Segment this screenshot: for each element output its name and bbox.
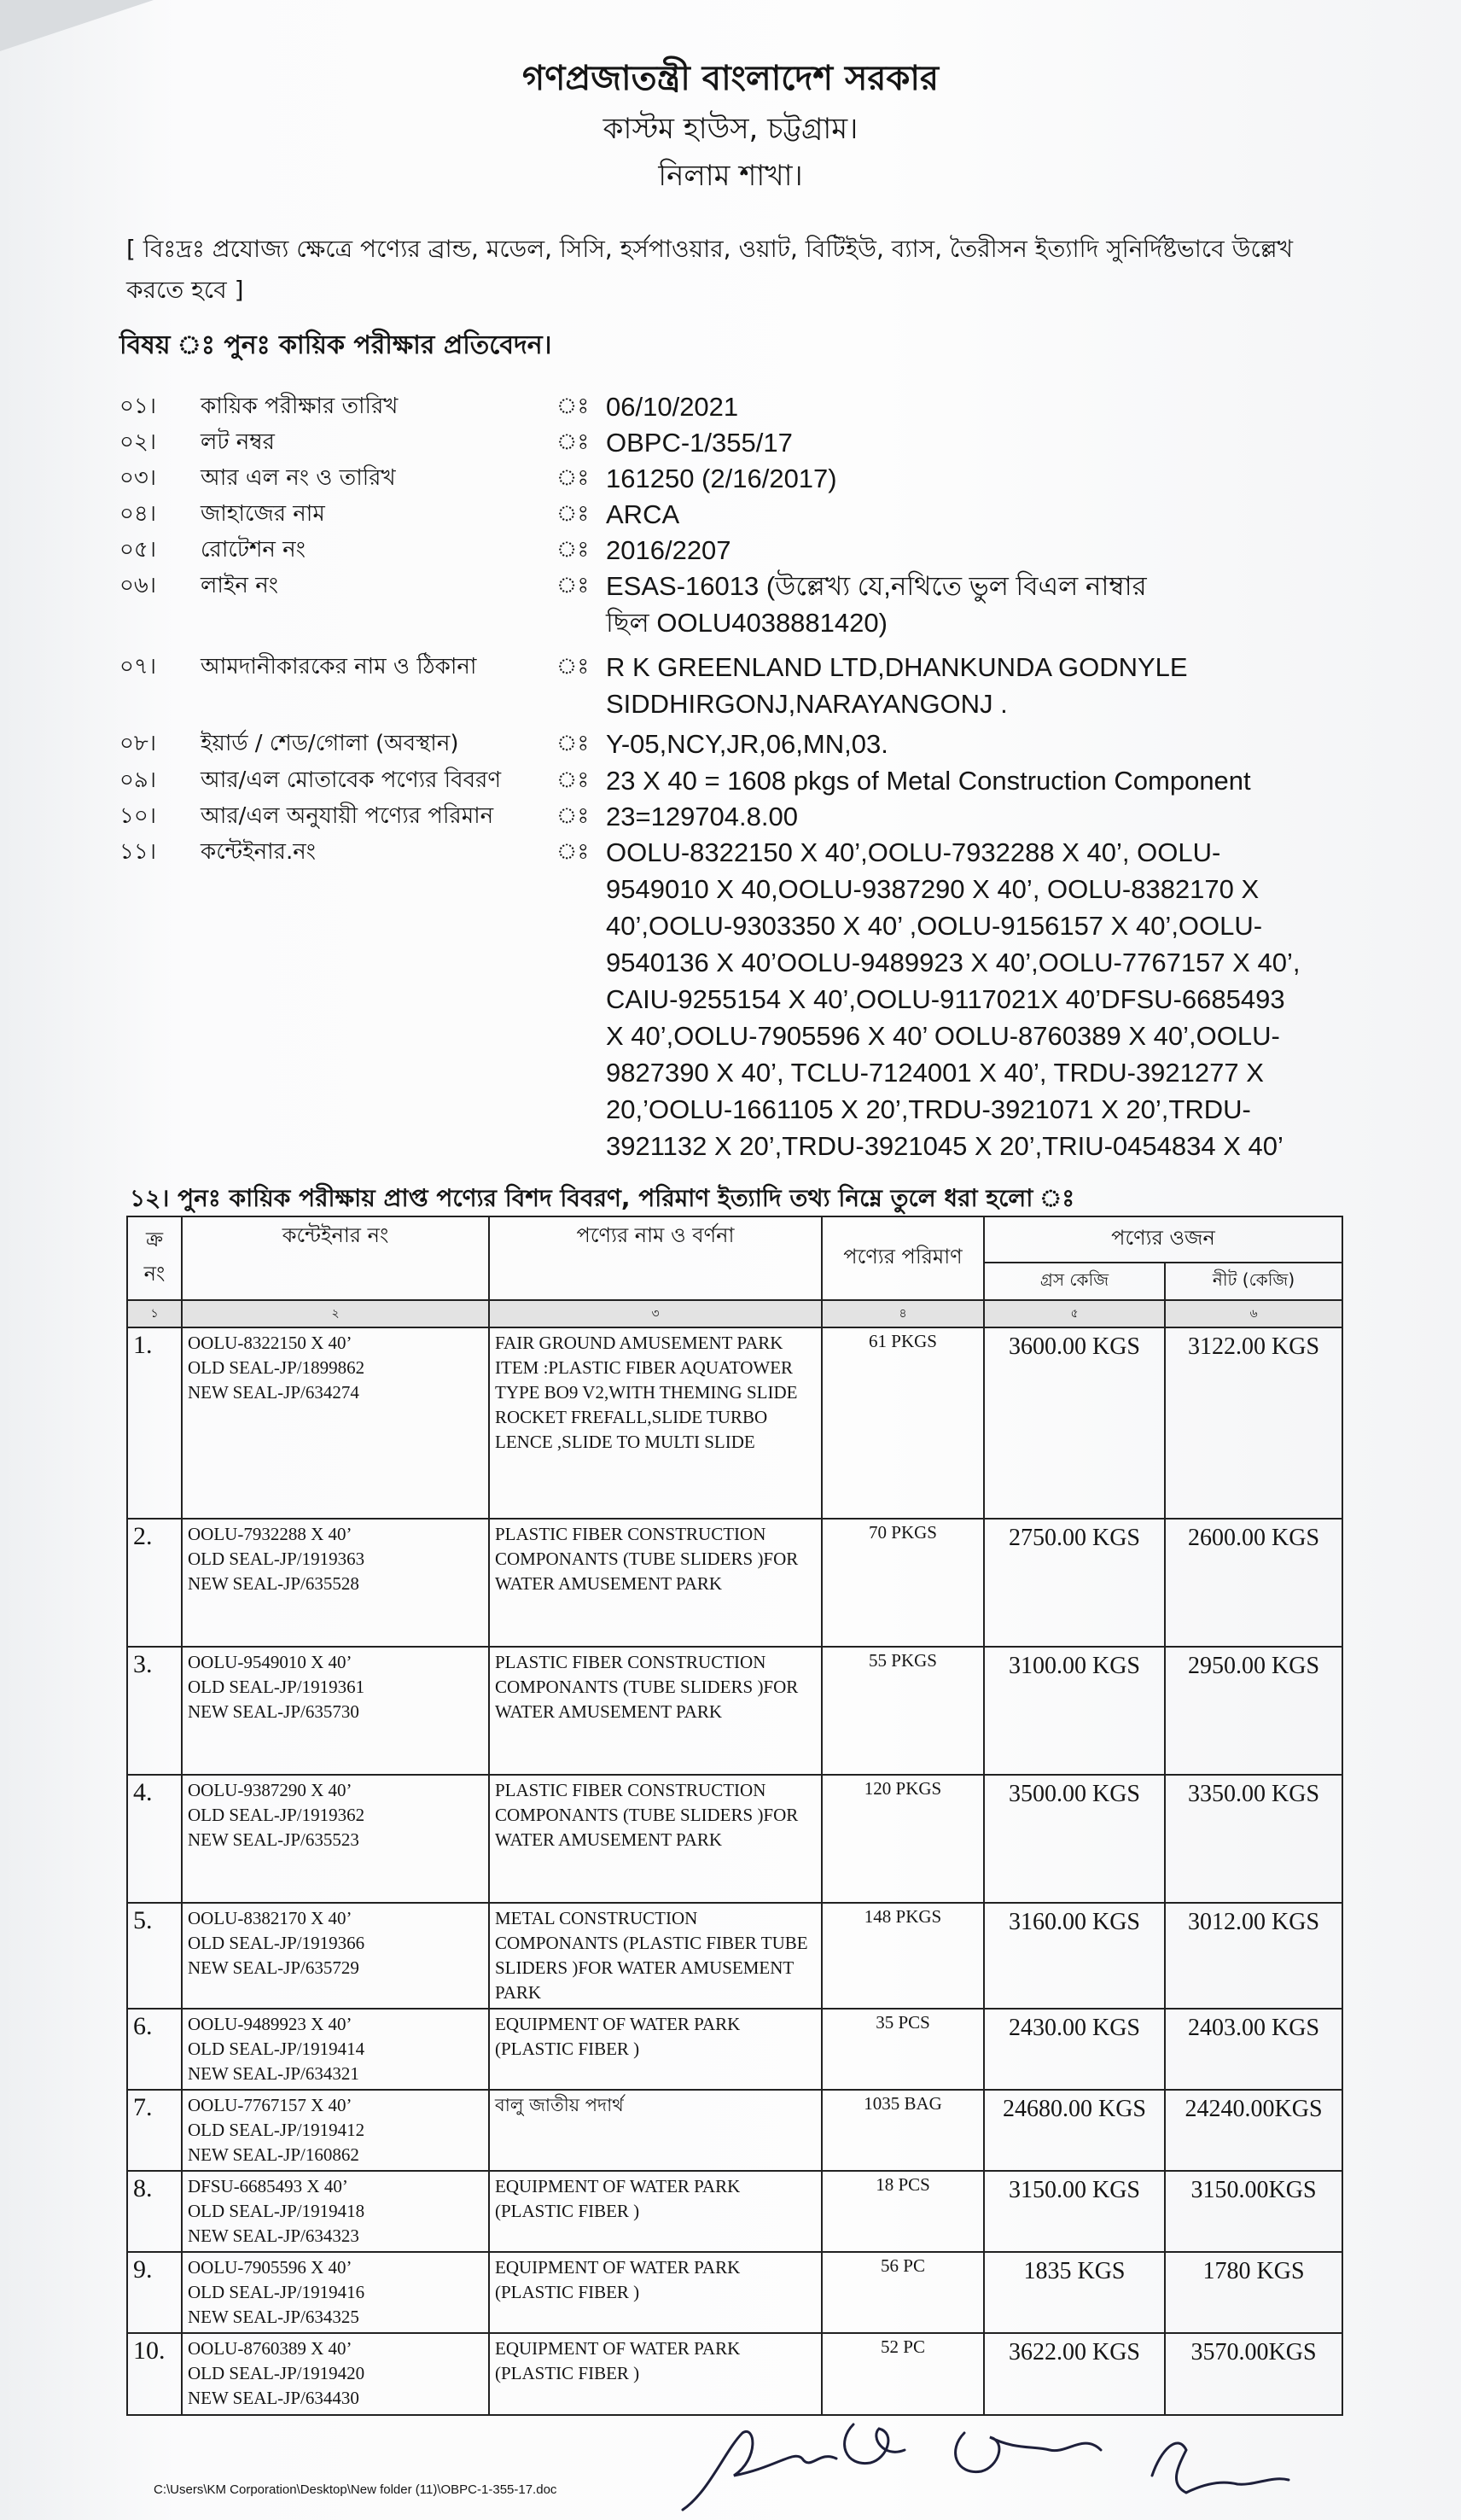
row-sl: 8. [127,2171,182,2252]
row-description: EQUIPMENT OF WATER PARK (PLASTIC FIBER ) [489,2009,822,2090]
table-header-row [127,1216,1342,1263]
info-label: আর এল নং ও তারিখ [201,465,396,491]
report-subject: বিষয় ঃ পুনঃ কায়িক পরীক্ষার প্রতিবেদন। [119,330,552,360]
row-gross: 3500.00 KGS [984,1775,1165,1903]
row-net: 1780 KGS [1165,2252,1342,2333]
section-name: নিলাম শাখা। [658,159,803,193]
info-value: ESAS-16013 (উল্লেখ্য যে,নথিতে ভুল বিএল নাম্বার ছিল OOLU4038881420) [606,571,1147,638]
header-quantity: পণ্যের পরিমাণ [822,1216,984,1300]
row-sl: 1. [127,1327,182,1519]
row-gross: 3150.00 KGS [984,2171,1165,2252]
table-row [127,1647,1342,1775]
info-number: ০৭। [119,654,157,680]
row-quantity: 1035 BAG [822,2090,984,2171]
row-quantity: 52 PC [822,2333,984,2415]
row-container [182,1903,489,2009]
row-net: 3150.00KGS [1165,2171,1342,2252]
row-net: 24240.00KGS [1165,2090,1342,2171]
office-name: কাস্টম হাউস, চট্টগ্রাম। [602,112,859,146]
container-number: OOLU-9387290 X 40’ [188,1780,352,1800]
signature-3 [956,2433,1101,2472]
info-colon: ঃ [556,654,590,680]
row-gross: 24680.00 KGS [984,2090,1165,2171]
container-number: OOLU-8382170 X 40’ [188,1908,352,1928]
row-description: PLASTIC FIBER CONSTRUCTION COMPONANTS (TUBE SLIDERS )FOR WATER AMUSEMENT PARK [489,1647,822,1775]
header-sl: ক্র নং [127,1216,182,1300]
index-cell: ১ [127,1300,182,1327]
header-net: নীট (কেজি) [1165,1263,1342,1300]
row-container [182,2171,489,2252]
old-seal: OLD SEAL-JP/1919362 [188,1805,365,1825]
info-value: OOLU-8322150 X 40’,OOLU-7932288 X 40’, OOLU-9549010 X 40,OOLU-9387290 X 40’, OOLU-8382170 X 40’,OOLU-9303350 X 40’ ,OOLU-9156157 X 40’,OOLU-9540136 X 40’OOLU-9489923 X 40’,OOLU-7767157 X 40’, CAIU-9255154 X 40’,OOLU-9117021X 40’DFSU-6685493 X 40’,OOLU-7905596 X 40’ OOLU-8760389 X 40’,OOLU-9827390 X 40’, TCLU-7124001 X 40’, TRDU-3921277 X 20,’OOLU-1661105 X 20’,TRDU-3921071 X 20’,TRDU-3921132 X 20’,TRDU-3921045 X 20’,TRIU-0454834 X 40’ [606,837,1301,1161]
container-number: OOLU-8760389 X 40’ [188,2338,352,2359]
info-colon: ঃ [556,731,590,756]
new-seal: NEW SEAL-JP/634274 [188,1382,359,1403]
new-seal: NEW SEAL-JP/634430 [188,2388,359,2408]
info-number: ০৫। [119,537,157,563]
info-colon: ঃ [556,394,590,419]
row-container [182,1327,489,1519]
row-quantity: 148 PKGS [822,1903,984,2009]
row-description: বালু জাতীয় পদার্থ [489,2090,822,2171]
row-gross: 3160.00 KGS [984,1903,1165,2009]
new-seal: NEW SEAL-JP/635528 [188,1573,359,1594]
row-quantity: 35 PCS [822,2009,984,2090]
info-label: জাহাজের নাম [201,501,325,527]
row-description: EQUIPMENT OF WATER PARK (PLASTIC FIBER ) [489,2171,822,2252]
info-value: Y-05,NCY,JR,06,MN,03. [606,729,888,759]
info-colon: ঃ [556,537,590,563]
old-seal: OLD SEAL-JP/1919416 [188,2282,365,2302]
container-number: DFSU-6685493 X 40’ [188,2176,348,2196]
row-sl: 6. [127,2009,182,2090]
row-gross: 1835 KGS [984,2252,1165,2333]
row-description: EQUIPMENT OF WATER PARK (PLASTIC FIBER ) [489,2252,822,2333]
container-number: OOLU-7932288 X 40’ [188,1524,352,1544]
old-seal: OLD SEAL-JP/1919361 [188,1677,365,1697]
new-seal: NEW SEAL-JP/634325 [188,2307,359,2327]
info-colon: ঃ [556,465,590,491]
table-row [127,1903,1342,2009]
row-sl: 10. [127,2333,182,2415]
new-seal: NEW SEAL-JP/635729 [188,1957,359,1978]
signature-2 [845,2424,905,2464]
info-label: ইয়ার্ড / শেড/গোলা (অবস্থান) [201,731,459,756]
new-seal: NEW SEAL-JP/634321 [188,2063,359,2084]
instruction-note: [ বিঃদ্রঃ প্রযোজ্য ক্ষেত্রে পণ্যের ব্রান্ড, মডেল, সিসি, হর্সপাওয়ার, ওয়াট, বিটিইউ, ব্যাস, তৈরীসন ইত্যাদি সুনির্দিষ্টভাবে উল্লেখ করতে হবে ] [126,235,1293,304]
table-row [127,1775,1342,1903]
row-gross: 3100.00 KGS [984,1647,1165,1775]
row-gross: 3600.00 KGS [984,1327,1165,1519]
row-description: FAIR GROUND AMUSEMENT PARK ITEM :PLASTIC FIBER AQUATOWER TYPE BO9 V2,WITH THEMING SLIDE ROCKET FREFALL,SLIDE TURBO LENCE ,SLIDE TO MULTI SLIDE [489,1327,822,1519]
info-colon: ঃ [556,501,590,527]
signature-4 [1152,2443,1289,2493]
row-sl: 7. [127,2090,182,2171]
new-seal: NEW SEAL-JP/634323 [188,2225,359,2246]
info-value: ARCA [606,499,680,529]
info-number: ০৩। [119,465,157,491]
info-number: ০৮। [119,731,157,756]
info-number: ০৯। [119,767,157,793]
row-container [182,2090,489,2171]
info-number: ০৪। [119,501,157,527]
container-number: OOLU-9549010 X 40’ [188,1652,352,1672]
info-label: কন্টেইনার.নং [201,839,316,865]
file-path-footer: C:\Users\KM Corporation\Desktop\New folder (11)\OBPC-1-355-17.doc [154,2482,557,2497]
info-number: ০১। [119,394,157,419]
row-sl: 5. [127,1903,182,2009]
info-number: ১১। [119,839,157,865]
row-net: 3012.00 KGS [1165,1903,1342,2009]
info-value: 23 X 40 = 1608 pkgs of Metal Construction Component [606,766,1251,796]
info-colon: ঃ [556,767,590,793]
header-description: পণ্যের নাম ও বর্ণনা [489,1216,822,1300]
row-net: 2600.00 KGS [1165,1519,1342,1647]
old-seal: OLD SEAL-JP/1919366 [188,1933,365,1953]
info-colon: ঃ [556,573,590,598]
section-12-title: ১২। পুনঃ কায়িক পরীক্ষায় প্রাপ্ত পণ্যের বিশদ বিবরণ, পরিমাণ ইত্যাদি তথ্য নিম্নে তুলে ধরা হলো ঃ [130,1184,1075,1212]
row-quantity: 18 PCS [822,2171,984,2252]
old-seal: OLD SEAL-JP/1919412 [188,2120,365,2140]
container-number: OOLU-7767157 X 40’ [188,2095,352,2115]
info-value: 2016/2207 [606,535,731,565]
row-gross: 2430.00 KGS [984,2009,1165,2090]
info-colon: ঃ [556,839,590,865]
new-seal: NEW SEAL-JP/160862 [188,2144,359,2165]
row-container [182,1647,489,1775]
old-seal: OLD SEAL-JP/1919363 [188,1549,365,1569]
folded-corner [0,0,154,51]
table-row [127,2171,1342,2252]
row-gross: 2750.00 KGS [984,1519,1165,1647]
new-seal: NEW SEAL-JP/635730 [188,1701,359,1722]
row-container [182,1519,489,1647]
row-container [182,2252,489,2333]
index-cell: ২ [182,1300,489,1327]
row-sl: 3. [127,1647,182,1775]
govt-title: গণপ্রজাতন্ত্রী বাংলাদেশ সরকার [522,59,939,98]
header-gross: গ্রস কেজি [984,1263,1165,1300]
old-seal: OLD SEAL-JP/1919414 [188,2039,365,2059]
row-quantity: 55 PKGS [822,1647,984,1775]
container-number: OOLU-8322150 X 40’ [188,1333,352,1353]
info-number: ০২। [119,429,157,455]
info-number: ১০। [119,803,157,829]
container-number: OOLU-7905596 X 40’ [188,2257,352,2278]
info-value: 161250 (2/16/2017) [606,464,837,493]
row-container [182,1775,489,1903]
row-sl: 9. [127,2252,182,2333]
info-value: 23=129704.8.00 [606,802,798,831]
table-row [127,1327,1342,1519]
row-quantity: 120 PKGS [822,1775,984,1903]
row-sl: 4. [127,1775,182,1903]
info-label: আমদানীকারকের নাম ও ঠিকানা [201,654,477,680]
row-net: 2403.00 KGS [1165,2009,1342,2090]
table-row [127,2009,1342,2090]
index-cell: ৩ [489,1300,822,1327]
info-colon: ঃ [556,803,590,829]
index-cell: ৬ [1165,1300,1342,1327]
info-label: লট নম্বর [201,429,275,455]
index-cell: ৪ [822,1300,984,1327]
row-description: METAL CONSTRUCTION COMPONANTS (PLASTIC FIBER TUBE SLIDERS )FOR WATER AMUSEMENT PARK [489,1903,822,2009]
table-row [127,1519,1342,1647]
new-seal: NEW SEAL-JP/635523 [188,1829,359,1850]
row-net: 3122.00 KGS [1165,1327,1342,1519]
info-colon: ঃ [556,429,590,455]
signatures [674,2399,1408,2520]
row-net: 3350.00 KGS [1165,1775,1342,1903]
row-quantity: 70 PKGS [822,1519,984,1647]
old-seal: OLD SEAL-JP/1919420 [188,2363,365,2383]
info-value: 06/10/2021 [606,392,739,422]
row-net: 2950.00 KGS [1165,1647,1342,1775]
info-number: ০৬। [119,573,157,598]
signature-1 [683,2431,836,2510]
row-net: 3570.00KGS [1165,2333,1342,2415]
info-label: কায়িক পরীক্ষার তারিখ [201,394,399,419]
table-row [127,2252,1342,2333]
goods-table [126,1216,1343,2416]
row-container [182,2333,489,2415]
row-description: PLASTIC FIBER CONSTRUCTION COMPONANTS (TUBE SLIDERS )FOR WATER AMUSEMENT PARK [489,1519,822,1647]
table-index-row [127,1300,1342,1327]
row-description: PLASTIC FIBER CONSTRUCTION COMPONANTS (TUBE SLIDERS )FOR WATER AMUSEMENT PARK [489,1775,822,1903]
row-sl: 2. [127,1519,182,1647]
header-weight: পণ্যের ওজন [984,1216,1342,1263]
info-value: OBPC-1/355/17 [606,428,793,458]
header-container: কন্টেইনার নং [182,1216,489,1300]
row-gross: 3622.00 KGS [984,2333,1165,2415]
row-quantity: 61 PKGS [822,1327,984,1519]
row-quantity: 56 PC [822,2252,984,2333]
old-seal: OLD SEAL-JP/1899862 [188,1357,365,1378]
index-cell: ৫ [984,1300,1165,1327]
row-container [182,2009,489,2090]
table-row [127,2090,1342,2171]
info-label: আর/এল মোতাবেক পণ্যের বিবরণ [201,767,502,793]
info-label: রোটেশন নং [201,537,306,563]
info-label: লাইন নং [201,573,278,598]
old-seal: OLD SEAL-JP/1919418 [188,2201,365,2221]
row-description: EQUIPMENT OF WATER PARK (PLASTIC FIBER ) [489,2333,822,2415]
container-number: OOLU-9489923 X 40’ [188,2014,352,2034]
info-label: আর/এল অনুযায়ী পণ্যের পরিমান [201,803,494,829]
info-value: R K GREENLAND LTD,DHANKUNDA GODNYLE SIDDHIRGONJ,NARAYANGONJ . [606,652,1188,719]
